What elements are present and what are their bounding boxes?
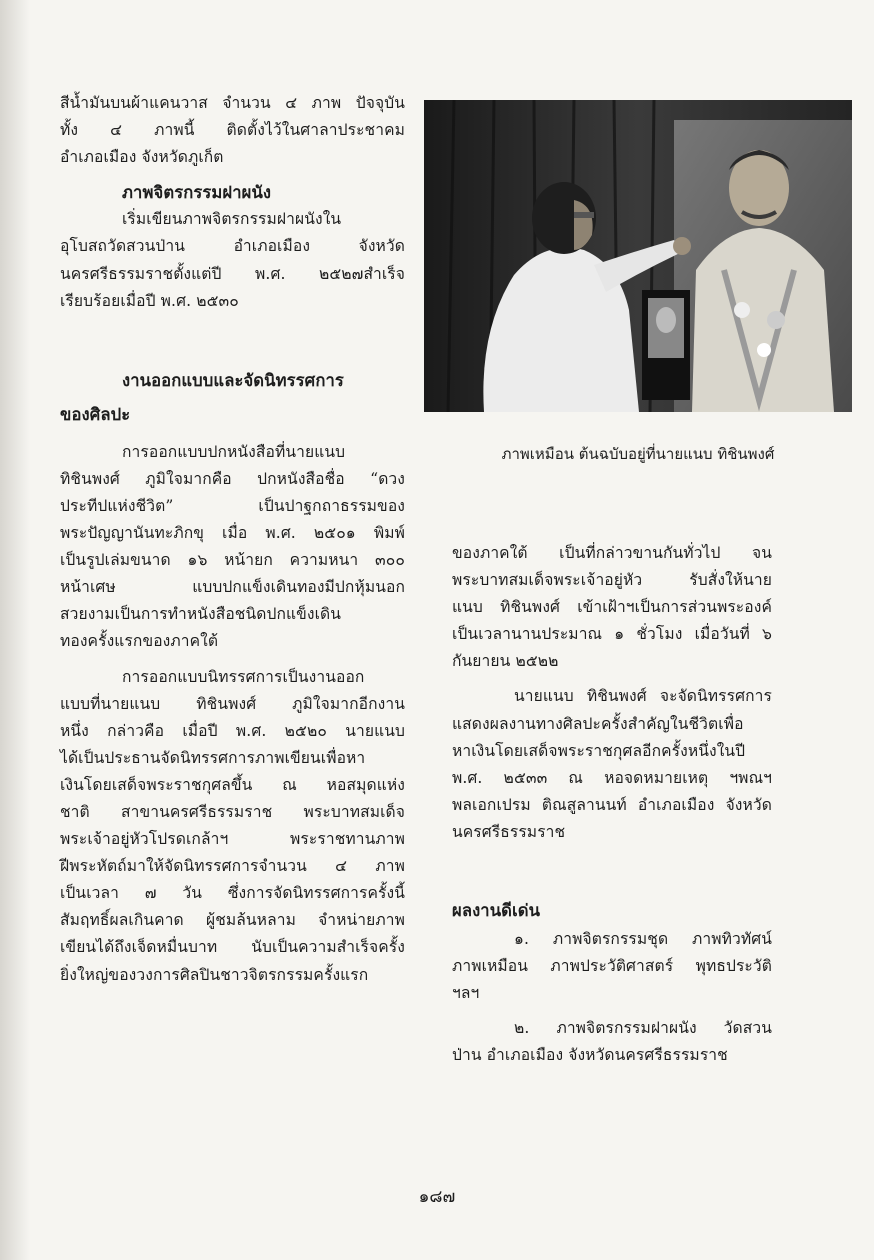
text-line: หน้าเศษ แบบปกแข็งเดินทองมีปกหุ้มนอก bbox=[60, 578, 405, 597]
text-line: ๑. ภาพจิตรกรรมชุด ภาพทิวทัศน์ bbox=[514, 930, 772, 949]
text-line: เป็นเวลานานประมาณ ๑ ชั่วโมง เมื่อวันที่ ๖ bbox=[452, 625, 772, 644]
text-line: สัมฤทธิ์ผลเกินคาด ผู้ชมล้นหลาม จำหน่ายภาพ bbox=[60, 911, 405, 930]
text-line: แสดงผลงานทางศิลปะครั้งสำคัญในชีวิตเพื่อ bbox=[452, 714, 744, 733]
text-line: พระเจ้าอยู่หัวโปรดเกล้าฯ พระราชทานภาพ bbox=[60, 830, 405, 849]
text-line: ภาพเหมือน ภาพประวัติศาสตร์ พุทธประวัติ bbox=[452, 957, 772, 976]
text-line: สวยงามเป็นการทำหนังสือชนิดปกแข็งเดิน bbox=[60, 605, 342, 624]
text-line: ยิ่งใหญ่ของวงการศิลปินชาวจิตรกรรมครั้งแรก bbox=[60, 965, 369, 984]
text-line: ได้เป็นประธานจัดนิทรรศการภาพเขียนเพื่อหา bbox=[60, 748, 366, 767]
text-line: พระบาทสมเด็จพระเจ้าอยู่หัว รับสั่งให้นาย bbox=[452, 571, 772, 590]
painter-at-easel-illustration bbox=[424, 100, 852, 412]
text-line: เรียบร้อยเมื่อปี พ.ศ. ๒๕๓๐ bbox=[60, 291, 239, 310]
text-line: กันยายน ๒๕๒๒ bbox=[452, 652, 559, 671]
text-line: ๒. ภาพจิตรกรรมฝาผนัง วัดสวน bbox=[514, 1019, 772, 1038]
text-line: เขียนได้ถึงเจ็ดหมื่นบาท นับเป็นความสำเร็จครั้ง bbox=[60, 938, 405, 957]
text-line: เริ่มเขียนภาพจิตรกรรมฝาผนังใน bbox=[122, 210, 342, 229]
text-line: ประทีปแห่งชีวิต” เป็นปาฐกถาธรรมของ bbox=[60, 496, 405, 515]
section-heading-mural: ภาพจิตรกรรมฝาผนัง bbox=[122, 182, 272, 203]
page-binding-shadow bbox=[0, 0, 30, 1260]
text-line: พลเอกเปรม ติณสูลานนท์ อำเภอเมือง จังหวัด bbox=[452, 795, 772, 814]
text-line: ชาติ สาขานครศรีธรรมราช พระบาทสมเด็จ bbox=[60, 802, 405, 821]
text-line: ทิชินพงศ์ ภูมิใจมากคือ ปกหนังสือชื่อ “ดวง bbox=[60, 469, 405, 488]
text-line: นายแนบ ทิชินพงศ์ จะจัดนิทรรศการ bbox=[514, 687, 772, 706]
text-line: ป่าน อำเภอเมือง จังหวัดนครศรีธรรมราช bbox=[452, 1046, 728, 1065]
text-line: อำเภอเมือง จังหวัดภูเก็ต bbox=[60, 148, 224, 167]
text-line: ทั้ง ๔ ภาพนี้ ติดตั้งไว้ในศาลาประชาคม bbox=[60, 121, 405, 140]
text-line: เป็นเวลา ๗ วัน ซึ่งการจัดนิทรรศการครั้งนี้ bbox=[60, 884, 405, 903]
text-line: อุโบสถวัดสวนป่าน อำเภอเมือง จังหวัด bbox=[60, 237, 405, 256]
text-line: สีน้ำมันบนผ้าแคนวาส จำนวน ๔ ภาพ ปัจจุบัน bbox=[60, 94, 405, 112]
text-line: หาเงินโดยเสด็จพระราชกุศลอีกครั้งหนึ่งในปี bbox=[452, 741, 746, 760]
text-line: การออกแบบปกหนังสือที่นายแนบ bbox=[122, 442, 346, 461]
text-line: พระปัญญานันทะภิกขุ เมื่อ พ.ศ. ๒๕๐๑ พิมพ์ bbox=[60, 524, 405, 543]
text-line: แบบที่นายแนบ ทิชินพงศ์ ภูมิใจมากอีกงาน bbox=[60, 694, 405, 713]
right-text-column bbox=[452, 540, 772, 1070]
text-line: แนบ ทิชินพงศ์ เข้าเฝ้าฯเป็นการส่วนพระองค์ bbox=[452, 598, 772, 617]
page-number: ๑๘๗ bbox=[418, 1187, 456, 1207]
section-heading-design-cont: ของศิลปะ bbox=[60, 403, 131, 424]
text-line: การออกแบบนิทรรศการเป็นงานออก bbox=[122, 667, 365, 686]
text-line: หนึ่ง กล่าวคือ เมื่อปี พ.ศ. ๒๕๒๐ นายแนบ bbox=[60, 721, 405, 740]
text-line: นครศรีธรรมราช bbox=[452, 822, 566, 841]
text-line: เงินโดยเสด็จพระราชกุศลขึ้น ณ หอสมุดแห่ง bbox=[60, 775, 405, 794]
text-line: ของภาคใต้ เป็นที่กล่าวขานกันทั่วไป จน bbox=[452, 544, 772, 562]
text-line: พ.ศ. ๒๕๓๓ ณ หอจดหมายเหตุ ฯพณฯ bbox=[452, 768, 772, 787]
portrait-painting-photo bbox=[424, 100, 852, 412]
section-heading-design: งานออกแบบและจัดนิทรรศการ bbox=[122, 369, 344, 390]
left-text-column bbox=[60, 90, 405, 989]
section-heading-works: ผลงานดีเด่น bbox=[452, 900, 541, 921]
text-line: ฝีพระหัตถ์มาให้จัดนิทรรศการจำนวน ๔ ภาพ bbox=[60, 857, 405, 876]
photo-caption: ภาพเหมือน ต้นฉบับอยู่ที่นายแนบ ทิชินพงศ์ bbox=[501, 445, 775, 463]
text-line: ฯลฯ bbox=[452, 984, 480, 1003]
text-line: ทองครั้งแรกของภาคใต้ bbox=[60, 632, 219, 651]
text-line: เป็นรูปเล่มขนาด ๑๖ หน้ายก ความหนา ๓๐๐ bbox=[60, 551, 405, 570]
text-line: นครศรีธรรมราชตั้งแต่ปี พ.ศ. ๒๕๒๗สำเร็จ bbox=[60, 264, 405, 283]
